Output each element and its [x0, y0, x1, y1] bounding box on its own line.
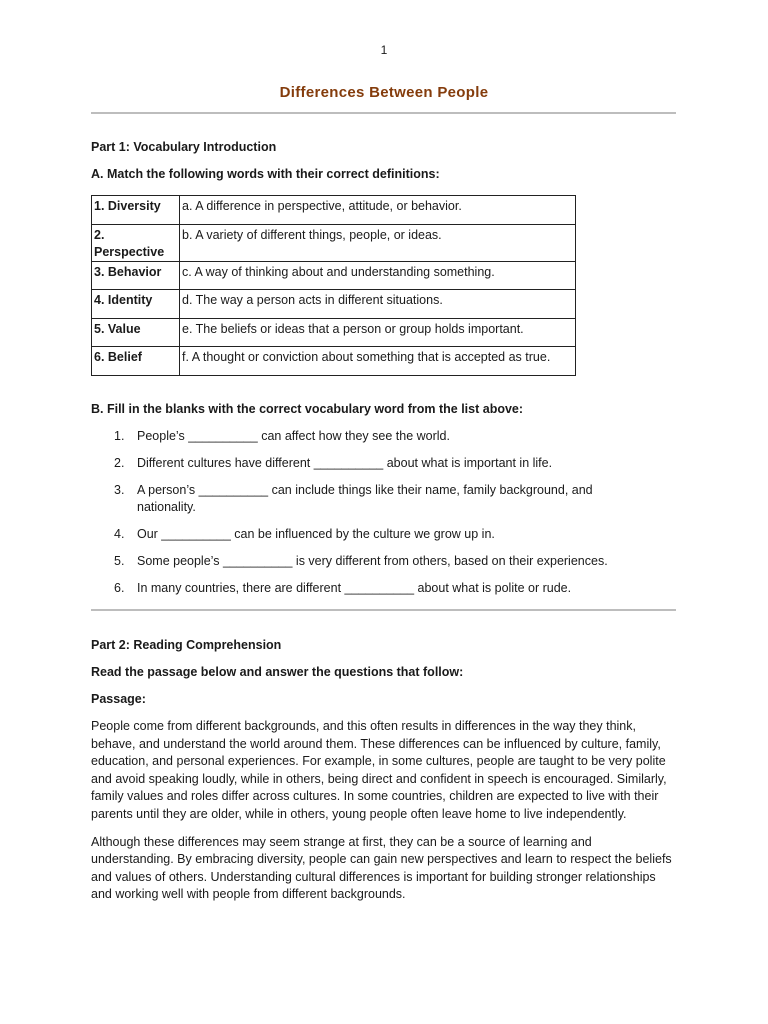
list-item	[91, 580, 637, 597]
vocabulary-word: 6. Belief	[92, 347, 180, 376]
part2-heading: Part 2: Reading Comprehension	[91, 638, 282, 652]
vocabulary-definition: e. The beliefs or ideas that a person or group holds important.	[180, 318, 576, 347]
vocabulary-word: 5. Value	[92, 318, 180, 347]
list-item-number: 6.	[114, 581, 125, 595]
list-item-text: People’s __________ can affect how they see the world.	[137, 429, 450, 443]
vocabulary-definition: f. A thought or conviction about something that is accepted as true.	[180, 347, 576, 376]
section-b	[91, 401, 681, 607]
vocabulary-match-table	[91, 195, 576, 376]
table-row	[92, 196, 576, 225]
list-item-number: 5.	[114, 554, 125, 568]
part2-section	[91, 637, 681, 914]
passage-label: Passage:	[91, 692, 146, 706]
table-row	[92, 290, 576, 319]
vocabulary-word: 3. Behavior	[92, 261, 180, 290]
fill-in-blanks-list	[91, 428, 681, 597]
part1-heading: Part 1: Vocabulary Introduction	[91, 140, 277, 154]
vocabulary-definition: c. A way of thinking about and understanding something.	[180, 261, 576, 290]
part1-section	[91, 139, 681, 376]
vocabulary-word: 4. Identity	[92, 290, 180, 319]
list-item	[91, 553, 637, 570]
passage-paragraph: Although these differences may seem strange at first, they can be a source of learning and understanding. By embracing diversity, people can gain new perspectives and learn to respect the beliefs and values of others. Understanding cultural differences is important for building stronger relationships and working well with people from different backgrounds.	[91, 834, 672, 902]
list-item-text: A person’s __________ can include things like their name, family background, and nationality.	[137, 483, 593, 514]
vocabulary-word: 2. Perspective	[92, 224, 180, 261]
vocabulary-definition: d. The way a person acts in different situations.	[180, 290, 576, 319]
part-divider	[91, 609, 676, 611]
document-title: Differences Between People	[279, 84, 489, 101]
list-item-text: Some people’s __________ is very different from others, based on their experiences.	[137, 554, 608, 568]
list-item	[91, 455, 637, 472]
list-item-text: Our __________ can be influenced by the culture we grow up in.	[137, 527, 495, 541]
list-item-number: 4.	[114, 527, 125, 541]
list-item	[91, 428, 637, 445]
table-row	[92, 224, 576, 261]
title-divider	[91, 112, 676, 114]
list-item	[91, 526, 637, 543]
reading-instruction: Read the passage below and answer the questions that follow:	[91, 665, 464, 679]
list-item-number: 1.	[114, 429, 125, 443]
list-item-text: Different cultures have different __________ about what is important in life.	[137, 456, 553, 470]
table-row	[92, 347, 576, 376]
page-number: 1	[380, 43, 388, 57]
vocabulary-definition: b. A variety of different things, people, or ideas.	[180, 224, 576, 261]
list-item-number: 2.	[114, 456, 125, 470]
list-item-text: In many countries, there are different __________ about what is polite or rude.	[137, 581, 572, 595]
vocabulary-word: 1. Diversity	[92, 196, 180, 225]
list-item-number: 3.	[114, 483, 125, 497]
reading-passage	[91, 718, 681, 904]
section-a-heading: A. Match the following words with their correct definitions:	[91, 167, 440, 181]
table-row	[92, 318, 576, 347]
vocabulary-definition: a. A difference in perspective, attitude, or behavior.	[180, 196, 576, 225]
passage-paragraph: People come from different backgrounds, and this often results in differences in the way they think, behave, and understand the world around them. These differences can be influenced by culture, family, education, and personal experiences. For example, in some cultures, people are taught to be very polite and avoid speaking loudly, while in others, being direct and confident in speech is encouraged. Similarly, family values and roles differ across cultures. In some countries, children are expected to live with their parents until they are older, while in others, young people often leave home to live independently.	[91, 719, 667, 821]
list-item	[91, 482, 637, 516]
section-b-heading: B. Fill in the blanks with the correct vocabulary word from the list above:	[91, 402, 524, 416]
table-row	[92, 261, 576, 290]
